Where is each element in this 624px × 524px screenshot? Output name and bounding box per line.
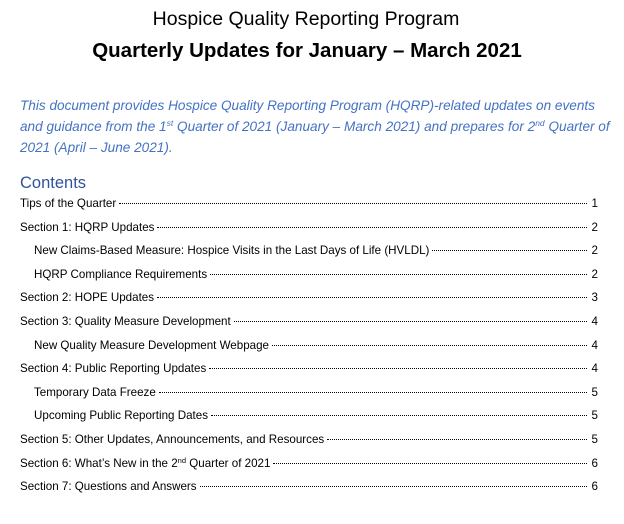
toc-entry-label: Temporary Data Freeze: [34, 385, 156, 399]
toc-entry-temporary-data-freeze[interactable]: [20, 384, 598, 401]
toc-entry-tips-of-the-quarter[interactable]: [20, 195, 598, 212]
toc-page-number: 5: [591, 409, 598, 423]
toc-dot-leader: [119, 203, 587, 204]
toc-entry-section-7[interactable]: [20, 478, 598, 495]
toc-entry-label: Upcoming Public Reporting Dates: [34, 409, 208, 423]
toc-dot-leader: [432, 250, 587, 251]
toc-page-number: 5: [591, 432, 598, 446]
toc-entry-upcoming-dates[interactable]: [20, 407, 598, 424]
intro-text-part-2: Quarter of 2021 (January – March 2021) and prepares for 2: [173, 118, 536, 134]
toc-dot-leader: [157, 297, 587, 298]
toc-page-number: 1: [591, 197, 598, 210]
toc-entry-qm-development-webpage[interactable]: [20, 337, 598, 354]
intro-superscript-2: nd: [535, 117, 545, 128]
toc-dot-leader: [272, 345, 587, 346]
toc-entry-label: Section 1: HQRP Updates: [20, 220, 155, 234]
document-title: Hospice Quality Reporting Program: [152, 8, 460, 30]
toc-entry-label: Section 3: Quality Measure Development: [20, 314, 231, 328]
toc-dot-leader: [200, 486, 587, 487]
intro-text-part-1: This document provides Hospice Quality Reporting Program (HQRP)-related updates on events and guidance from the 1: [20, 97, 595, 134]
intro-paragraph: [20, 95, 614, 158]
table-of-contents: [20, 195, 598, 502]
toc-entry-label: Section 4: Public Reporting Updates: [20, 362, 207, 376]
toc-entry-section-4[interactable]: [20, 360, 598, 377]
toc-page-number: 6: [591, 480, 598, 494]
toc-dot-leader: [211, 415, 587, 416]
toc-entry-section-3[interactable]: [20, 313, 598, 330]
toc-entry-label: Tips of the Quarter: [20, 197, 117, 210]
intro-text-part-3: Quarter of 2021 (April – June 2021).: [20, 118, 610, 155]
toc-entry-label: Section 6: What’s New in the 2: [20, 456, 178, 470]
toc-entry-label: Section 5: Other Updates, Announcements, and Resources: [20, 432, 325, 446]
toc-entry-section-1[interactable]: [20, 219, 598, 236]
contents-heading: Contents: [20, 174, 87, 192]
intro-superscript-1: st: [166, 117, 174, 128]
toc-page-number: 4: [591, 362, 598, 376]
toc-entry-label: New Quality Measure Development Webpage: [34, 338, 269, 352]
document-subtitle: Quarterly Updates for January – March 2021: [92, 39, 522, 62]
toc-entry-hqrp-compliance[interactable]: [20, 266, 598, 283]
toc-entry-superscript: nd: [177, 455, 187, 465]
toc-dot-leader: [210, 274, 587, 275]
toc-entry-section-2[interactable]: [20, 289, 598, 306]
toc-dot-leader: [273, 463, 587, 464]
toc-entry-label: Section 7: Questions and Answers: [20, 480, 197, 494]
toc-entry-label-continued: Quarter of 2021: [186, 456, 271, 470]
toc-dot-leader: [159, 392, 587, 393]
toc-dot-leader: [157, 227, 587, 228]
toc-page-number: 4: [591, 314, 598, 328]
toc-page-number: 6: [591, 456, 598, 470]
toc-entry-hvldl-measure[interactable]: [20, 242, 598, 259]
toc-entry-section-5[interactable]: [20, 431, 598, 448]
toc-page-number: 2: [591, 267, 598, 281]
toc-entry-label: New Claims-Based Measure: Hospice Visits in the Last Days of Life (HVLDL): [34, 244, 430, 258]
toc-entry-label: Section 2: HOPE Updates: [20, 291, 155, 305]
toc-entry-section-6[interactable]: [20, 455, 598, 472]
toc-page-number: 3: [591, 291, 598, 305]
toc-dot-leader: [327, 439, 587, 440]
toc-dot-leader: [234, 321, 587, 322]
toc-entry-label-group: [20, 455, 270, 472]
toc-page-number: 4: [591, 338, 598, 352]
toc-page-number: 2: [591, 220, 598, 234]
toc-page-number: 2: [591, 244, 598, 258]
toc-entry-label: HQRP Compliance Requirements: [34, 267, 208, 281]
toc-page-number: 5: [591, 385, 598, 399]
toc-dot-leader: [209, 368, 587, 369]
